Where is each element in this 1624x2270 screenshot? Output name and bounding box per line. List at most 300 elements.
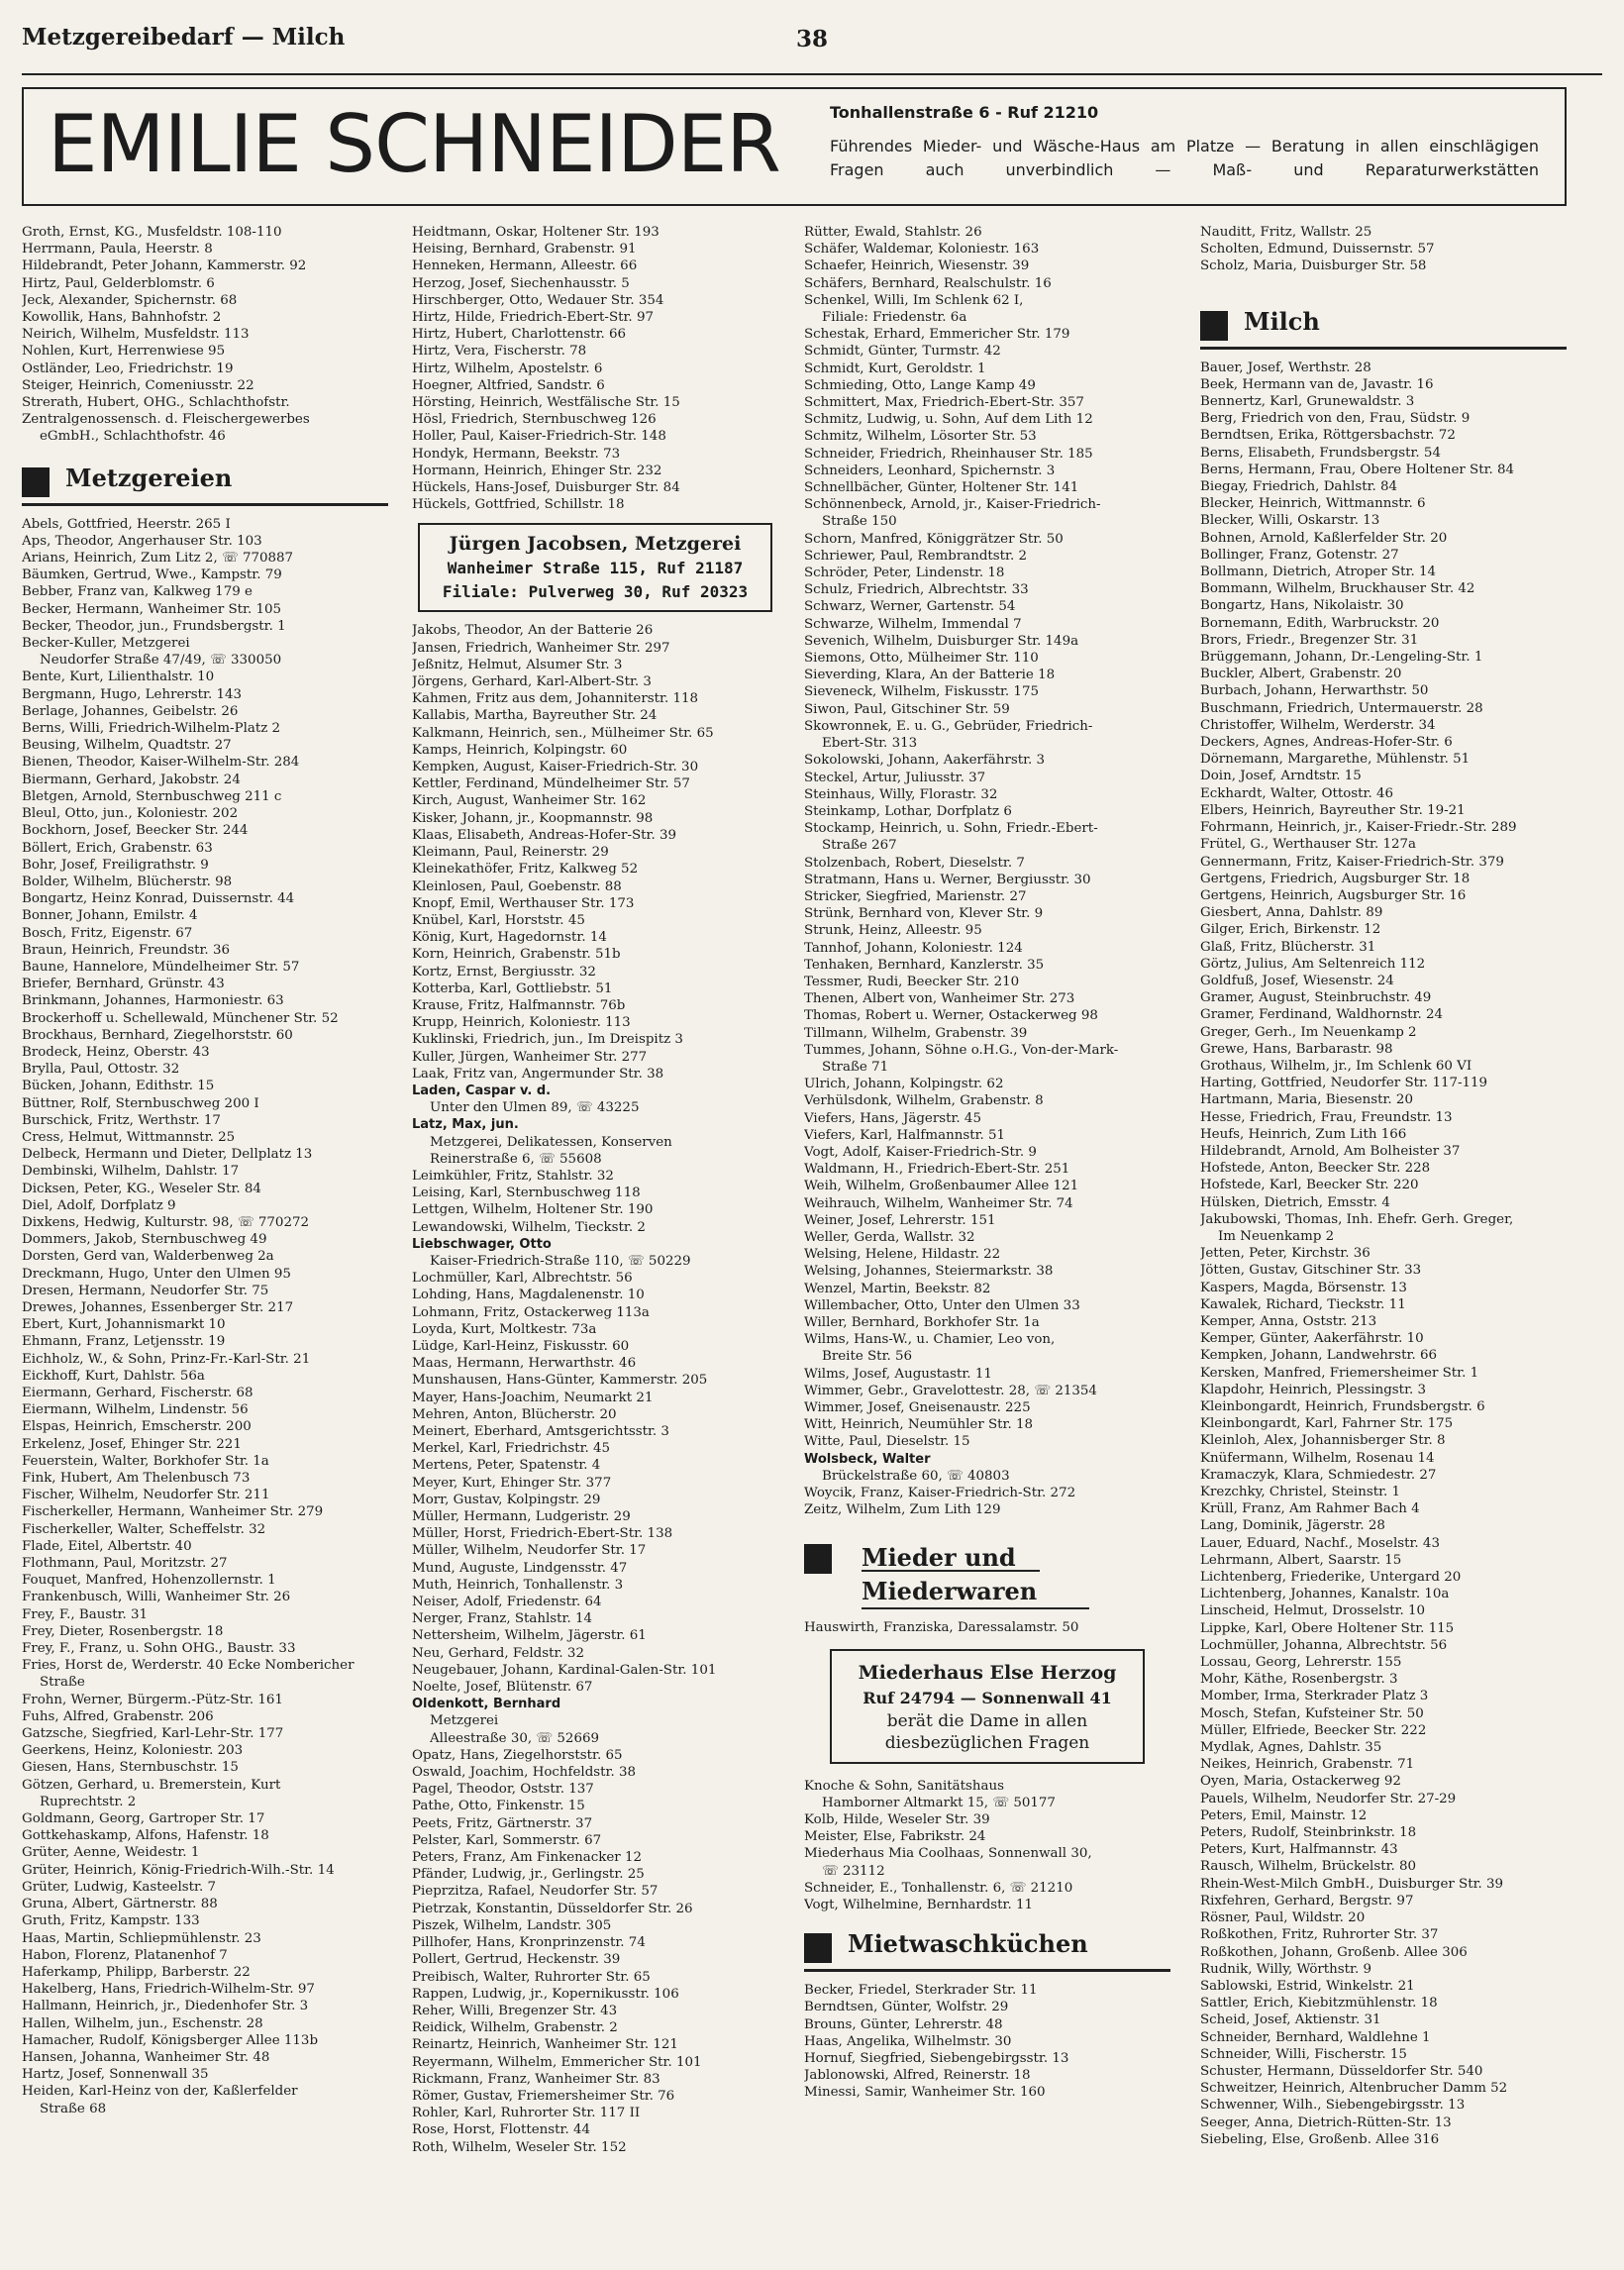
list-item: Lichtenberg, Friederike, Untergard 20	[1200, 1570, 1462, 1586]
list-item: Unter den Ulmen 89, ☏ 43225	[430, 1100, 640, 1116]
list-item: Mosch, Stefan, Kufsteiner Str. 50	[1200, 1705, 1424, 1721]
list-item: Flade, Eitel, Albertstr. 40	[22, 1538, 192, 1554]
list-col1-top	[22, 224, 388, 446]
list-item: Grüter, Ludwig, Kasteelstr. 7	[22, 1879, 216, 1895]
list-item: Stockamp, Heinrich, u. Sohn, Friedr.-Ebert-	[804, 821, 1098, 837]
list-col2-a	[412, 224, 778, 513]
list-item: Lossau, Georg, Lehrerstr. 155	[1200, 1655, 1402, 1671]
section-marker	[804, 1544, 832, 1574]
list-item: Brinkmann, Johannes, Harmoniestr. 63	[22, 993, 284, 1009]
list-item: Lippke, Karl, Obere Holtener Str. 115	[1200, 1620, 1455, 1636]
list-item: Jablonowski, Alfred, Reinerstr. 18	[804, 2068, 1031, 2084]
list-item: Skowronnek, E. u. G., Gebrüder, Friedrich-	[804, 718, 1093, 734]
list-item: Pillhofer, Hans, Kronprinzenstr. 74	[412, 1935, 646, 1951]
list-item: Kowollik, Hans, Bahnhofstr. 2	[22, 310, 222, 326]
list-item: Fink, Hubert, Am Thelenbusch 73	[22, 1471, 251, 1487]
list-item: Schmidt, Günter, Turmstr. 42	[804, 344, 1001, 360]
list-item: Herrmann, Paula, Heerstr. 8	[22, 242, 213, 258]
list-item: Burschick, Fritz, Werthstr. 17	[22, 1112, 221, 1128]
list-item: Schneider, Friedrich, Rheinhauser Str. 185	[804, 446, 1093, 462]
list-item: Peets, Fritz, Gärtnerstr. 37	[412, 1815, 593, 1831]
list-item: Bonner, Johann, Emilstr. 4	[22, 908, 198, 924]
list-item: Bäumken, Gertrud, Wwe., Kampstr. 79	[22, 568, 282, 583]
list-item: Lohmann, Fritz, Ostackerweg 113a	[412, 1304, 650, 1320]
list-item: König, Kurt, Hagedornstr. 14	[412, 930, 607, 946]
list-item: Dommers, Jakob, Sternbuschweg 49	[22, 1232, 267, 1248]
list-item: Henneken, Hermann, Alleestr. 66	[412, 258, 638, 274]
section-marker	[22, 467, 50, 497]
list-item: Hildebrandt, Arnold, Am Bolheister 37	[1200, 1143, 1461, 1159]
list-item: Reinartz, Heinrich, Wanheimer Str. 121	[412, 2037, 678, 2053]
list-item: Brors, Friedr., Bregenzer Str. 31	[1200, 632, 1419, 648]
list-item: Latz, Max, jun.	[412, 1117, 519, 1133]
list-item: Wolsbeck, Walter	[804, 1451, 931, 1467]
list-item: Deckers, Agnes, Andreas-Hofer-Str. 6	[1200, 735, 1453, 751]
list-item: Nauditt, Fritz, Wallstr. 25	[1200, 225, 1372, 240]
list-item: Bolder, Wilhelm, Blücherstr. 98	[22, 874, 233, 889]
list-item: Pietrzak, Konstantin, Düsseldorfer Str. 26	[412, 1901, 693, 1916]
advert-address: Tonhallenstraße 6 - Ruf 21210	[830, 103, 1099, 122]
list-item: Fischerkeller, Hermann, Wanheimer Str. 279	[22, 1504, 324, 1520]
list-item: Lohding, Hans, Magdalenenstr. 10	[412, 1288, 645, 1303]
list-item: Lewandowski, Wilhelm, Tieckstr. 2	[412, 1219, 646, 1235]
list-item: Siemons, Otto, Mülheimer Str. 110	[804, 651, 1039, 667]
list-item: Berg, Friedrich von den, Frau, Südstr. 9	[1200, 411, 1471, 427]
list-item: Loyda, Kurt, Moltkestr. 73a	[412, 1321, 597, 1337]
list-item: Sokolowski, Johann, Aakerfährstr. 3	[804, 753, 1046, 769]
list-item: Kaspers, Magda, Börsenstr. 13	[1200, 1280, 1407, 1295]
list-col1-metzgereien	[22, 516, 388, 2117]
list-item: Rausch, Wilhelm, Brückelstr. 80	[1200, 1859, 1417, 1875]
list-item: Goldfuß, Josef, Wiesenstr. 24	[1200, 973, 1394, 988]
list-item: Goldmann, Georg, Gartroper Str. 17	[22, 1811, 265, 1827]
list-item: Neu, Gerhard, Feldstr. 32	[412, 1645, 584, 1661]
list-item: Buckler, Albert, Grabenstr. 20	[1200, 667, 1402, 682]
list-item: Tannhof, Johann, Koloniestr. 124	[804, 940, 1023, 956]
list-item: Jeck, Alexander, Spichernstr. 68	[22, 292, 238, 308]
list-item: Meinert, Eberhard, Amtsgerichtsstr. 3	[412, 1424, 669, 1439]
list-item: Willer, Bernhard, Borkhofer Str. 1a	[804, 1315, 1040, 1330]
list-item: Gennermann, Fritz, Kaiser-Friedrich-Str. 379	[1200, 854, 1504, 870]
list-item: Witt, Heinrich, Neumühler Str. 18	[804, 1417, 1034, 1433]
list-item: Schenkel, Willi, Im Schlenk 62 I,	[804, 292, 1024, 308]
list-item: Hülsken, Dietrich, Emsstr. 4	[1200, 1194, 1390, 1210]
list-item: Fries, Horst de, Werderstr. 40 Ecke Nombericher	[22, 1658, 355, 1674]
list-item: Wilms, Hans-W., u. Chamier, Leo von,	[804, 1332, 1056, 1348]
list-item: Noelte, Josef, Blütenstr. 67	[412, 1680, 593, 1696]
list-item: Nerger, Franz, Stahlstr. 14	[412, 1611, 593, 1627]
list-item: Rohler, Karl, Ruhrorter Str. 117 II	[412, 2106, 641, 2121]
list-item: Hesse, Friedrich, Frau, Freundstr. 13	[1200, 1109, 1453, 1125]
list-item: Mertens, Peter, Spatenstr. 4	[412, 1458, 601, 1474]
list-item: Strunk, Heinz, Alleestr. 95	[804, 923, 982, 939]
list-item: Gertgens, Heinrich, Augsburger Str. 16	[1200, 887, 1467, 903]
list-item: Sablowski, Estrid, Winkelstr. 21	[1200, 1978, 1415, 1994]
list-item: Reinerstraße 6, ☏ 55608	[430, 1151, 602, 1167]
list-item: Blecker, Heinrich, Wittmannstr. 6	[1200, 496, 1426, 512]
list-item: Lüdge, Karl-Heinz, Fiskusstr. 60	[412, 1338, 630, 1354]
list-item: Rütter, Ewald, Stahlstr. 26	[804, 225, 982, 240]
list-item: Hamborner Altmarkt 15, ☏ 50177	[822, 1795, 1056, 1810]
list-item: Stricker, Siegfried, Marienstr. 27	[804, 888, 1027, 904]
list-item: Peters, Rudolf, Steinbrinkstr. 18	[1200, 1825, 1417, 1841]
list-item: Götzen, Gerhard, u. Bremerstein, Kurt	[22, 1777, 281, 1793]
list-item: Eickhoff, Kurt, Dahlstr. 56a	[22, 1368, 205, 1384]
list-item: Waldmann, H., Friedrich-Ebert-Str. 251	[804, 1162, 1070, 1178]
list-item: Eiermann, Gerhard, Fischerstr. 68	[22, 1386, 254, 1400]
list-item: Witte, Paul, Dieselstr. 15	[804, 1434, 970, 1450]
section-heading-metzgereien: Metzgereien	[22, 465, 388, 506]
list-item: Schneider, Willi, Fischerstr. 15	[1200, 2046, 1407, 2062]
list-item: Ulrich, Johann, Kolpingstr. 62	[804, 1077, 1004, 1092]
page-number: 38	[795, 26, 828, 52]
list-item: Reher, Willi, Bregenzer Str. 43	[412, 2003, 618, 2018]
section-marker	[804, 1933, 832, 1963]
list-col4-milch	[1200, 360, 1567, 2148]
list-item: Preibisch, Walter, Ruhrorter Str. 65	[412, 1969, 651, 1985]
list-item: Straße 68	[40, 2101, 107, 2116]
list-item: Heufs, Heinrich, Zum Lith 166	[1200, 1126, 1407, 1142]
list-item: Fuhs, Alfred, Grabenstr. 206	[22, 1708, 214, 1724]
list-item: Glaß, Fritz, Blücherstr. 31	[1200, 939, 1376, 955]
list-item: Eichholz, W., & Sohn, Prinz-Fr.-Karl-Str. 21	[22, 1351, 311, 1367]
list-item: Braun, Heinrich, Freundstr. 36	[22, 942, 230, 958]
list-item: Wenzel, Martin, Beekstr. 82	[804, 1281, 991, 1296]
column-3	[804, 224, 1170, 2102]
list-item: Bohr, Josef, Freiligrathstr. 9	[22, 857, 209, 873]
list-item: Hauswirth, Franziska, Daressalamstr. 50	[804, 1620, 1079, 1636]
list-item: Steinkamp, Lothar, Dorfplatz 6	[804, 803, 1012, 819]
list-item: Haas, Angelika, Wilhelmstr. 30	[804, 2033, 1012, 2049]
list-item: Christoffer, Wilhelm, Werderstr. 34	[1200, 717, 1436, 733]
list-item: Straße 71	[822, 1059, 889, 1075]
list-item: Hornuf, Siegfried, Siebengebirgsstr. 13	[804, 2051, 1069, 2067]
list-item: Rudnik, Willy, Wörthstr. 9	[1200, 1961, 1372, 1977]
list-item: Maas, Hermann, Herwarthstr. 46	[412, 1356, 637, 1372]
list-item: Berns, Elisabeth, Frundsbergstr. 54	[1200, 445, 1441, 461]
list-item: Kolb, Hilde, Weseler Str. 39	[804, 1812, 990, 1828]
list-item: Klaas, Elisabeth, Andreas-Hofer-Str. 39	[412, 827, 677, 843]
list-item: Sieverding, Klara, An der Batterie 18	[804, 668, 1056, 683]
list-item: Hirtz, Vera, Fischerstr. 78	[412, 344, 587, 360]
list-item: Woycik, Franz, Kaiser-Friedrich-Str. 272	[804, 1486, 1076, 1501]
list-item: Kaiser-Friedrich-Straße 110, ☏ 50229	[430, 1253, 691, 1269]
list-item: Welsing, Johannes, Steiermarkstr. 38	[804, 1264, 1054, 1280]
list-item: Ruprechtstr. 2	[40, 1794, 137, 1809]
list-item: Bollmann, Dietrich, Atroper Str. 14	[1200, 565, 1437, 580]
list-item: Dembinski, Wilhelm, Dahlstr. 17	[22, 1164, 240, 1180]
list-item: Miederhaus Mia Coolhaas, Sonnenwall 30,	[804, 1846, 1092, 1862]
list-item: Bockhorn, Josef, Beecker Str. 244	[22, 823, 249, 839]
list-item: Kotterba, Karl, Gottliebstr. 51	[412, 980, 613, 996]
list-item: Hansen, Johanna, Wanheimer Str. 48	[22, 2049, 270, 2065]
advert-box-jacobsen: Jürgen Jacobsen, Metzgerei Wanheimer Straße 115, Ruf 21187 Filiale: Pulverweg 30, Ruf 20323	[418, 523, 772, 612]
list-item: Hakelberg, Hans, Friedrich-Wilhelm-Str. 97	[22, 1982, 315, 1998]
list-item: Bornemann, Edith, Warbruckstr. 20	[1200, 615, 1440, 631]
list-item: Dixkens, Hedwig, Kulturstr. 98, ☏ 770272	[22, 1214, 310, 1230]
list-item: Blecker, Willi, Oskarstr. 13	[1200, 513, 1380, 529]
list-item: Jeßnitz, Helmut, Alsumer Str. 3	[412, 657, 623, 672]
list-item: Berndtsen, Günter, Wolfstr. 29	[804, 2000, 1009, 2015]
list-item: Pathe, Otto, Finkenstr. 15	[412, 1799, 585, 1814]
list-item: Berns, Willi, Friedrich-Wilhelm-Platz 2	[22, 721, 281, 737]
list-item: Reyermann, Wilhelm, Emmericher Str. 101	[412, 2054, 702, 2070]
list-item: Harting, Gottfried, Neudorfer Str. 117-119	[1200, 1076, 1488, 1091]
list-item: Peters, Emil, Mainstr. 12	[1200, 1807, 1368, 1823]
list-item: Elbers, Heinrich, Bayreuther Str. 19-21	[1200, 802, 1466, 818]
list-item: Schnellbächer, Günter, Holtener Str. 141	[804, 480, 1079, 496]
list-item: Grüter, Aenne, Weidestr. 1	[22, 1845, 200, 1861]
advert-emilie-schneider	[22, 87, 1567, 206]
list-item: Klapdohr, Heinrich, Plessingstr. 3	[1200, 1382, 1427, 1397]
list-item: Buschmann, Friedrich, Untermauerstr. 28	[1200, 700, 1483, 716]
list-item: Krüll, Franz, Am Rahmer Bach 4	[1200, 1501, 1420, 1517]
list-item: Doin, Josef, Arndtstr. 15	[1200, 769, 1362, 784]
list-item: Frütel, G., Werthauser Str. 127a	[1200, 837, 1417, 853]
list-item: Tenhaken, Bernhard, Kanzlerstr. 35	[804, 957, 1045, 973]
list-item: Müller, Elfriede, Beecker Str. 222	[1200, 1722, 1427, 1738]
list-item: Oyen, Maria, Ostackerweg 92	[1200, 1774, 1401, 1790]
list-item: Schäfers, Bernhard, Realschulstr. 16	[804, 275, 1052, 291]
list-item: Tummes, Johann, Söhne o.H.G., Von-der-Mark-	[804, 1042, 1119, 1058]
list-item: Neiser, Adolf, Friedenstr. 64	[412, 1595, 602, 1610]
list-item: Hirtz, Hubert, Charlottenstr. 66	[412, 327, 627, 343]
list-item: Willembacher, Otto, Unter den Ulmen 33	[804, 1297, 1080, 1313]
list-item: Briefer, Bernhard, Grünstr. 43	[22, 977, 225, 992]
list-item: Schönnenbeck, Arnold, jr., Kaiser-Friedrich-	[804, 497, 1101, 513]
list-item: Kleimann, Paul, Reinerstr. 29	[412, 845, 609, 861]
list-item: Dresen, Hermann, Neudorfer Str. 75	[22, 1283, 269, 1298]
list-item: Stratmann, Hans u. Werner, Bergiusstr. 30	[804, 872, 1091, 887]
section-heading-mietwaschkuechen: Mietwaschküchen	[804, 1931, 1170, 1972]
list-item: Hondyk, Hermann, Beekstr. 73	[412, 446, 621, 462]
list-item: Kawalek, Richard, Tieckstr. 11	[1200, 1296, 1406, 1312]
list-item: Filiale: Friedenstr. 6a	[822, 310, 967, 326]
list-item: Knoche & Sohn, Sanitätshaus	[804, 1778, 1004, 1794]
list-item: Siwon, Paul, Gitschiner Str. 59	[804, 701, 1010, 717]
list-item: Rickmann, Franz, Wanheimer Str. 83	[412, 2071, 660, 2087]
list-item: Bletgen, Arnold, Sternbuschweg 211 c	[22, 788, 282, 804]
list-item: Bongartz, Hans, Nikolaistr. 30	[1200, 598, 1404, 614]
list-item: Laak, Fritz van, Angermunder Str. 38	[412, 1066, 664, 1082]
list-item: Gramer, August, Steinbruchstr. 49	[1200, 990, 1432, 1006]
list-item: Munshausen, Hans-Günter, Kammerstr. 205	[412, 1373, 708, 1389]
list-item: Bergmann, Hugo, Lehrerstr. 143	[22, 686, 243, 702]
list-item: Grüter, Heinrich, König-Friedrich-Wilh.-Str. 14	[22, 1862, 335, 1878]
list-item: Krezchky, Christel, Steinstr. 1	[1200, 1485, 1401, 1500]
list-col3-mieder-b	[804, 1778, 1170, 1914]
list-item: Roßkothen, Johann, Großenb. Allee 306	[1200, 1944, 1468, 1960]
list-item: Gramer, Ferdinand, Waldhornstr. 24	[1200, 1007, 1444, 1023]
list-item: Bosch, Fritz, Eigenstr. 67	[22, 925, 193, 941]
list-item: Mohr, Käthe, Rosenbergstr. 3	[1200, 1672, 1398, 1688]
list-item: Jakubowski, Thomas, Inh. Ehefr. Gerh. Greger,	[1200, 1211, 1514, 1227]
list-item: Hartz, Josef, Sonnenwall 35	[22, 2067, 209, 2083]
list-item: Böllert, Erich, Grabenstr. 63	[22, 840, 213, 856]
list-item: Pfänder, Ludwig, jr., Gerlingstr. 25	[412, 1867, 645, 1883]
list-item: Gruth, Fritz, Kampstr. 133	[22, 1913, 200, 1929]
list-item: Greger, Gerh., Im Neuenkamp 2	[1200, 1024, 1417, 1040]
list-item: Kisker, Johann, jr., Koopmannstr. 98	[412, 810, 654, 826]
list-item: Metzgerei, Delikatessen, Konserven	[430, 1134, 672, 1150]
list-item: Pauels, Wilhelm, Neudorfer Str. 27-29	[1200, 1791, 1457, 1806]
list-item: Römer, Gustav, Friemersheimer Str. 76	[412, 2088, 675, 2104]
list-col3-mietwasch	[804, 1982, 1170, 2101]
list-item: Kuller, Jürgen, Wanheimer Str. 277	[412, 1049, 648, 1065]
list-item: Aps, Theodor, Angerhauser Str. 103	[22, 533, 262, 549]
list-item: Diel, Adolf, Dorfplatz 9	[22, 1197, 176, 1213]
list-item: Arians, Heinrich, Zum Litz 2, ☏ 770887	[22, 551, 294, 567]
list-item: Hofstede, Karl, Beecker Str. 220	[1200, 1178, 1419, 1193]
list-item: Kleinbongardt, Karl, Fahrner Str. 175	[1200, 1416, 1454, 1432]
list-item: Hartmann, Maria, Biesenstr. 20	[1200, 1092, 1413, 1108]
list-item: Erkelenz, Josef, Ehinger Str. 221	[22, 1436, 242, 1452]
list-item: Bongartz, Heinz Konrad, Duissernstr. 44	[22, 891, 295, 907]
list-item: Welsing, Helene, Hildastr. 22	[804, 1247, 1001, 1263]
list-item: Berlage, Johannes, Geibelstr. 26	[22, 703, 239, 719]
list-item: Görtz, Julius, Am Seltenreich 112	[1200, 956, 1426, 972]
list-item: Rixfehren, Gerhard, Bergstr. 97	[1200, 1893, 1414, 1909]
list-item: Brockhaus, Bernhard, Ziegelhorststr. 60	[22, 1027, 293, 1043]
list-item: Jetten, Peter, Kirchstr. 36	[1200, 1246, 1370, 1262]
list-item: Knüfermann, Wilhelm, Rosenau 14	[1200, 1450, 1435, 1466]
list-item: Schneider, Bernhard, Waldlehne 1	[1200, 2029, 1431, 2045]
list-item: Pagel, Theodor, Oststr. 137	[412, 1782, 594, 1798]
list-item: Kemper, Anna, Oststr. 213	[1200, 1313, 1377, 1329]
list-item: Ebert, Kurt, Johannismarkt 10	[22, 1317, 226, 1333]
list-item: Schmittert, Max, Friedrich-Ebert-Str. 357	[804, 395, 1084, 411]
list-item: Holler, Paul, Kaiser-Friedrich-Str. 148	[412, 429, 666, 445]
list-item: Schestak, Erhard, Emmericher Str. 179	[804, 327, 1070, 343]
list-item: Schriewer, Paul, Rembrandtstr. 2	[804, 548, 1027, 564]
list-item: Knübel, Karl, Horststr. 45	[412, 912, 585, 928]
list-item: Thenen, Albert von, Wanheimer Str. 273	[804, 991, 1075, 1007]
list-item: Weiner, Josef, Lehrerstr. 151	[804, 1212, 996, 1228]
list-item: Scholz, Maria, Duisburger Str. 58	[1200, 258, 1427, 274]
list-item: Eiermann, Wilhelm, Lindenstr. 56	[22, 1402, 249, 1418]
list-item: Schwarze, Wilhelm, Immendal 7	[804, 616, 1022, 632]
list-item: Seeger, Anna, Dietrich-Rütten-Str. 13	[1200, 2115, 1452, 2130]
list-item: Straße 267	[822, 838, 897, 854]
list-item: Pelster, Karl, Sommerstr. 67	[412, 1832, 602, 1848]
list-item: Scholten, Edmund, Duissernstr. 57	[1200, 242, 1435, 258]
list-item: Stolzenbach, Robert, Dieselstr. 7	[804, 855, 1025, 871]
list-item: Siebeling, Else, Großenb. Allee 316	[1200, 2131, 1440, 2147]
list-item: Flothmann, Paul, Moritzstr. 27	[22, 1556, 228, 1572]
list-item: Nettersheim, Wilhelm, Jägerstr. 61	[412, 1628, 647, 1644]
list-item: Herzog, Josef, Siechenhausstr. 5	[412, 275, 630, 291]
list-item: Grewe, Hans, Barbarastr. 98	[1200, 1041, 1393, 1057]
list-item: Viefers, Hans, Jägerstr. 45	[804, 1110, 981, 1126]
list-item: Kempken, Johann, Landwehrstr. 66	[1200, 1348, 1438, 1364]
list-item: Wilms, Josef, Augustastr. 11	[804, 1366, 992, 1382]
list-item: Dicksen, Peter, KG., Weseler Str. 84	[22, 1181, 261, 1196]
list-item: Jansen, Friedrich, Wanheimer Str. 297	[412, 640, 670, 656]
list-item: Müller, Hermann, Ludgeristr. 29	[412, 1509, 631, 1525]
list-item: Steiger, Heinrich, Comeniusstr. 22	[22, 377, 254, 393]
list-item: Kallabis, Martha, Bayreuther Str. 24	[412, 708, 658, 724]
list-item: Kersken, Manfred, Friemersheimer Str. 1	[1200, 1365, 1479, 1381]
list-item: Kortz, Ernst, Bergiusstr. 32	[412, 964, 596, 980]
list-item: Hormann, Heinrich, Ehinger Str. 232	[412, 463, 662, 478]
list-item: Schröder, Peter, Lindenstr. 18	[804, 566, 1005, 581]
list-item: Alleestraße 30, ☏ 52669	[430, 1730, 599, 1746]
list-item: Hamacher, Rudolf, Königsberger Allee 113b	[22, 2032, 319, 2048]
list-item: Gilger, Erich, Birkenstr. 12	[1200, 922, 1381, 938]
list-item: Jörgens, Gerhard, Karl-Albert-Str. 3	[412, 674, 652, 690]
list-item: Drewes, Johannes, Essenberger Str. 217	[22, 1299, 294, 1315]
list-item: Schaefer, Heinrich, Wiesenstr. 39	[804, 258, 1030, 274]
list-item: Giesbert, Anna, Dahlstr. 89	[1200, 905, 1383, 921]
list-item: Schuster, Hermann, Düsseldorfer Str. 540	[1200, 2063, 1483, 2079]
list-item: Mydlak, Agnes, Dahlstr. 35	[1200, 1740, 1382, 1756]
list-item: Frankenbusch, Willi, Wanheimer Str. 26	[22, 1590, 291, 1605]
list-item: Piszek, Wilhelm, Landstr. 305	[412, 1917, 612, 1933]
list-item: Kempken, August, Kaiser-Friedrich-Str. 30	[412, 760, 699, 775]
list-item: Strünk, Bernhard von, Klever Str. 9	[804, 906, 1044, 922]
list-item: Schwenner, Wilh., Siebengebirgsstr. 13	[1200, 2098, 1466, 2114]
list-item: Fischerkeller, Walter, Scheffelstr. 32	[22, 1521, 266, 1537]
list-item: Becker, Theodor, jun., Frundsbergstr. 1	[22, 618, 286, 634]
list-col2-b	[412, 622, 778, 2155]
list-item: Merkel, Karl, Friedrichstr. 45	[412, 1441, 611, 1457]
list-col3-a	[804, 224, 1170, 1518]
list-item: Lauer, Eduard, Nachf., Moselstr. 43	[1200, 1535, 1440, 1551]
list-item: Lettgen, Wilhelm, Holtener Str. 190	[412, 1202, 654, 1218]
list-item: Frohn, Werner, Bürgerm.-Pütz-Str. 161	[22, 1692, 283, 1707]
list-item: Mehren, Anton, Blücherstr. 20	[412, 1406, 617, 1422]
list-item: Hildebrandt, Peter Johann, Kammerstr. 92	[22, 258, 307, 274]
list-item: Cress, Helmut, Wittmannstr. 25	[22, 1129, 236, 1145]
list-item: Schneider, E., Tonhallenstr. 6, ☏ 21210	[804, 1880, 1073, 1896]
list-item: Tessmer, Rudi, Beecker Str. 210	[804, 974, 1020, 989]
list-item: Burbach, Johann, Herwarthstr. 50	[1200, 683, 1429, 699]
list-item: Frey, F., Baustr. 31	[22, 1606, 149, 1622]
list-item: Beek, Hermann van de, Javastr. 16	[1200, 376, 1434, 392]
list-item: Dorsten, Gerd van, Walderbenweg 2a	[22, 1249, 274, 1265]
list-item: Sieveneck, Wilhelm, Fiskusstr. 175	[804, 684, 1039, 700]
list-item: Feuerstein, Walter, Borkhofer Str. 1a	[22, 1453, 269, 1469]
list-item: Vogt, Wilhelmine, Bernhardstr. 11	[804, 1898, 1034, 1913]
list-item: Gottkehaskamp, Alfons, Hafenstr. 18	[22, 1828, 269, 1844]
list-item: Laden, Caspar v. d.	[412, 1083, 552, 1098]
list-item: Weller, Gerda, Wallstr. 32	[804, 1229, 975, 1245]
list-item: Hückels, Gottfried, Schillstr. 18	[412, 497, 625, 513]
list-item: Weih, Wilhelm, Großenbaumer Allee 121	[804, 1179, 1079, 1194]
list-item: Oswald, Joachim, Hochfeldstr. 38	[412, 1765, 637, 1781]
list-item: Nohlen, Kurt, Herrenwiese 95	[22, 344, 226, 360]
list-item: Schulz, Friedrich, Albrechtstr. 33	[804, 582, 1029, 598]
list-item: Scheid, Josef, Aktienstr. 31	[1200, 2012, 1381, 2028]
list-item: Fischer, Wilhelm, Neudorfer Str. 211	[22, 1488, 270, 1503]
list-item: Jötten, Gustav, Gitschiner Str. 33	[1200, 1263, 1422, 1279]
list-item: Büttner, Rolf, Sternbuschweg 200 I	[22, 1095, 259, 1111]
list-item: Schwarz, Werner, Gartenstr. 54	[804, 599, 1016, 615]
list-item: Ebert-Str. 313	[822, 736, 918, 752]
column-4	[1200, 224, 1567, 2148]
list-item: Steckel, Artur, Juliusstr. 37	[804, 770, 986, 785]
list-item: Bauer, Josef, Werthstr. 28	[1200, 360, 1371, 375]
list-item: Schmitz, Ludwig, u. Sohn, Auf dem Lith 12	[804, 412, 1093, 428]
list-item: Dörnemann, Margarethe, Mühlenstr. 51	[1200, 752, 1471, 768]
list-item: Meyer, Kurt, Ehinger Str. 377	[412, 1475, 612, 1491]
list-item: Kahmen, Fritz aus dem, Johanniterstr. 118	[412, 691, 699, 707]
section-heading-milch: Milch	[1200, 309, 1567, 350]
list-item: Reidick, Wilhelm, Grabenstr. 2	[412, 2020, 618, 2036]
list-item: Rhein-West-Milch GmbH., Duisburger Str. 39	[1200, 1876, 1504, 1892]
list-item: Pollert, Gertrud, Heckenstr. 39	[412, 1952, 621, 1968]
list-item: Brüggemann, Johann, Dr.-Lengeling-Str. 1	[1200, 650, 1483, 666]
